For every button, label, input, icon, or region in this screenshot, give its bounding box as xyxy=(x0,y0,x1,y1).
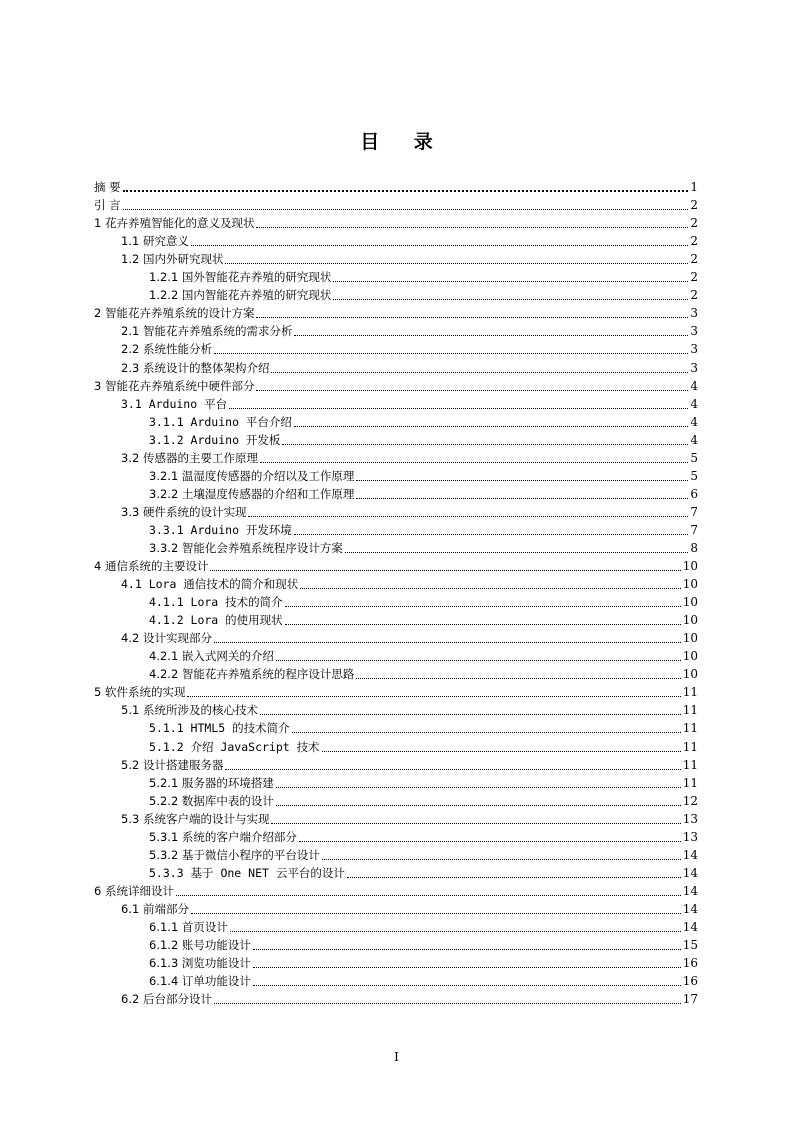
toc-page-number: 3 xyxy=(690,360,698,375)
toc-entry[interactable] xyxy=(94,521,698,539)
toc-entry[interactable] xyxy=(94,196,698,214)
toc-dot-leader xyxy=(322,858,681,860)
toc-entry[interactable] xyxy=(94,737,698,755)
toc-page-number: 5 xyxy=(690,468,698,483)
toc-page-number: 3 xyxy=(690,342,698,357)
toc-entry-text: 6.1 前端部分 xyxy=(121,901,189,916)
toc-entry-text: 5.1.2 介绍 JavaScript 技术 xyxy=(149,739,320,754)
toc-entry[interactable] xyxy=(94,286,698,304)
toc-entry[interactable] xyxy=(94,683,698,701)
toc-dot-leader xyxy=(214,352,688,354)
toc-page-number: 8 xyxy=(690,540,698,555)
toc-page-number: 7 xyxy=(690,504,698,519)
toc-dot-leader xyxy=(256,316,688,318)
toc-page-number: 14 xyxy=(682,847,698,862)
toc-dot-leader xyxy=(176,894,681,896)
toc-page-number: 16 xyxy=(682,974,698,989)
toc-entry-text: 6.1.4 订单功能设计 xyxy=(149,974,251,989)
toc-entry-text: 3.2 传感器的主要工作原理 xyxy=(121,450,258,465)
toc-dot-leader xyxy=(123,189,688,192)
toc-page-number: 4 xyxy=(690,414,698,429)
toc-page-number: 3 xyxy=(690,324,698,339)
toc-entry-text: 5.3 系统客户端的设计与实现 xyxy=(121,811,270,826)
toc-entry-text: 1.1 研究意义 xyxy=(121,234,189,249)
toc-entry-text: 2.2 系统性能分析 xyxy=(121,342,212,357)
toc-dot-leader xyxy=(256,389,688,391)
toc-page-number: 11 xyxy=(682,775,698,790)
toc-page-number: 12 xyxy=(682,793,698,808)
toc-entry-text: 5.1 系统所涉及的核心技术 xyxy=(121,703,258,718)
toc-page-number: 14 xyxy=(682,919,698,934)
toc-dot-leader xyxy=(282,443,688,445)
toc-dot-leader xyxy=(299,840,681,842)
toc-entry-text: 4 通信系统的主要设计 xyxy=(94,559,209,574)
toc-entry[interactable] xyxy=(94,304,698,322)
toc-dot-leader xyxy=(285,623,681,625)
toc-dot-leader xyxy=(214,1002,681,1004)
toc-entry-text: 2.3 系统设计的整体架构介绍 xyxy=(121,360,270,375)
toc-entry[interactable] xyxy=(94,792,698,810)
toc-entry-text: 4.1.2 Lora 的使用现状 xyxy=(149,613,283,628)
toc-entry[interactable] xyxy=(94,972,698,990)
toc-title: 目 录 xyxy=(360,131,447,153)
toc-entry-text: 1.2.1 国外智能花卉养殖的研究现状 xyxy=(149,270,332,285)
toc-page-number: 6 xyxy=(690,486,698,501)
toc-dot-leader xyxy=(300,587,680,589)
toc-entry-text: 4.2.2 智能花卉养殖系统的程序设计思路 xyxy=(149,667,355,682)
toc-page-number: 4 xyxy=(690,378,698,393)
toc-dot-leader xyxy=(253,966,681,968)
toc-entry[interactable] xyxy=(94,647,698,665)
toc-dot-leader xyxy=(356,677,680,679)
toc-entry-text: 3.1.1 Arduino 平台介绍 xyxy=(149,414,292,429)
toc-page-number: 10 xyxy=(682,559,698,574)
toc-entry-text: 6.1.2 账号功能设计 xyxy=(149,938,251,953)
toc-page-number: 14 xyxy=(682,865,698,880)
toc-dot-leader xyxy=(225,768,680,770)
toc-dot-leader xyxy=(271,371,688,373)
toc-entry[interactable] xyxy=(94,178,698,196)
toc-entry-text: 3.1 Arduino 平台 xyxy=(121,396,228,411)
toc-dot-leader xyxy=(276,786,681,788)
toc-dot-leader xyxy=(191,244,688,246)
toc-entry-text: 摘 要 xyxy=(94,180,121,195)
toc-entry[interactable] xyxy=(94,900,698,918)
toc-entry[interactable] xyxy=(94,864,698,882)
toc-entry-text: 4.2 设计实现部分 xyxy=(121,631,212,646)
toc-page-number: 10 xyxy=(682,613,698,628)
toc-dot-leader xyxy=(253,984,681,986)
toc-dot-leader xyxy=(322,750,681,752)
toc-entry-text: 6.1.3 浏览功能设计 xyxy=(149,956,251,971)
toc-entry-text: 5.1.1 HTML5 的技术简介 xyxy=(149,721,290,736)
toc-dot-leader xyxy=(271,822,680,824)
toc-entry[interactable] xyxy=(94,756,698,774)
toc-entry-text: 3 智能花卉养殖系统中硬件部分 xyxy=(94,378,255,393)
toc-dot-leader xyxy=(294,425,688,427)
toc-entry[interactable] xyxy=(94,918,698,936)
toc-dot-leader xyxy=(248,515,688,517)
toc-dot-leader xyxy=(229,407,688,409)
toc-page-number: 2 xyxy=(690,234,698,249)
toc-dot-leader xyxy=(256,226,688,228)
toc-dot-leader xyxy=(356,479,688,481)
toc-page-number: 1 xyxy=(690,180,698,195)
toc-entry-text: 1.2 国内外研究现状 xyxy=(121,252,224,267)
toc-entry-text: 5.2 设计搭建服务器 xyxy=(121,757,224,772)
table-of-contents xyxy=(94,178,698,1008)
toc-page-number: 4 xyxy=(690,396,698,411)
toc-page-number: 14 xyxy=(682,901,698,916)
toc-page-number: 2 xyxy=(690,288,698,303)
toc-entry-text: 3.2.1 温湿度传感器的介绍以及工作原理 xyxy=(149,468,355,483)
toc-entry[interactable] xyxy=(94,413,698,431)
toc-page-number: 10 xyxy=(682,667,698,682)
toc-dot-leader xyxy=(294,533,688,535)
toc-dot-leader xyxy=(230,930,681,932)
toc-dot-leader xyxy=(191,912,681,914)
toc-entry-text: 3.1.2 Arduino 开发板 xyxy=(149,432,281,447)
toc-dot-leader xyxy=(123,208,688,210)
toc-page-number: 10 xyxy=(682,649,698,664)
toc-dot-leader xyxy=(333,280,688,282)
toc-dot-leader xyxy=(214,641,681,643)
toc-entry[interactable] xyxy=(94,377,698,395)
toc-entry-text: 1 花卉养殖智能化的意义及现状 xyxy=(94,216,255,231)
toc-entry[interactable] xyxy=(94,629,698,647)
toc-entry-text: 3.3 硬件系统的设计实现 xyxy=(121,504,247,519)
toc-entry[interactable] xyxy=(94,882,698,900)
toc-entry-text: 5 软件系统的实现 xyxy=(94,685,186,700)
toc-entry-text: 5.2.2 数据库中表的设计 xyxy=(149,793,274,808)
toc-page-number: 7 xyxy=(690,522,698,537)
toc-page-number: 11 xyxy=(682,757,698,772)
toc-dot-leader xyxy=(276,659,681,661)
toc-entry-text: 6.2 后台部分设计 xyxy=(121,992,212,1007)
toc-entry[interactable] xyxy=(94,539,698,557)
toc-page-number: 10 xyxy=(682,595,698,610)
toc-page-number: 16 xyxy=(682,956,698,971)
toc-entry-text: 引 言 xyxy=(94,198,121,213)
toc-page-number: 11 xyxy=(682,703,698,718)
toc-page-number: 14 xyxy=(682,883,698,898)
toc-entry-text: 2 智能花卉养殖系统的设计方案 xyxy=(94,306,255,321)
toc-entry[interactable] xyxy=(94,485,698,503)
toc-entry-text: 4.1 Lora 通信技术的简介和现状 xyxy=(121,577,299,592)
toc-entry[interactable] xyxy=(94,846,698,864)
toc-page-number: 11 xyxy=(682,685,698,700)
toc-dot-leader xyxy=(276,804,681,806)
toc-entry[interactable] xyxy=(94,665,698,683)
page-number: I xyxy=(394,1050,399,1064)
toc-entry[interactable] xyxy=(94,701,698,719)
toc-entry-text: 6 系统详细设计 xyxy=(94,883,174,898)
toc-page-number: 15 xyxy=(682,938,698,953)
toc-entry[interactable] xyxy=(94,557,698,575)
toc-entry-text: 3.2.2 土壤湿度传感器的介绍和工作原理 xyxy=(149,486,355,501)
toc-page-number: 11 xyxy=(682,721,698,736)
toc-page-number: 2 xyxy=(690,198,698,213)
toc-entry[interactable] xyxy=(94,358,698,376)
toc-dot-leader xyxy=(253,948,681,950)
toc-entry[interactable] xyxy=(94,268,698,286)
toc-page-number: 10 xyxy=(682,577,698,592)
toc-entry[interactable] xyxy=(94,954,698,972)
toc-entry[interactable] xyxy=(94,340,698,358)
toc-entry[interactable] xyxy=(94,449,698,467)
toc-entry[interactable] xyxy=(94,431,698,449)
toc-entry[interactable] xyxy=(94,719,698,737)
toc-entry-text: 6.1.1 首页设计 xyxy=(149,919,228,934)
toc-entry[interactable] xyxy=(94,395,698,413)
toc-dot-leader xyxy=(260,713,681,715)
toc-page-number: 17 xyxy=(682,992,698,1007)
toc-entry[interactable] xyxy=(94,810,698,828)
toc-entry-text: 5.3.1 系统的客户端介绍部分 xyxy=(149,829,297,844)
toc-entry[interactable] xyxy=(94,828,698,846)
toc-entry-text: 3.3.2 智能化会养殖系统程序设计方案 xyxy=(149,540,343,555)
toc-dot-leader xyxy=(292,731,681,733)
toc-entry[interactable] xyxy=(94,575,698,593)
toc-entry[interactable] xyxy=(94,774,698,792)
toc-page-number: 13 xyxy=(682,829,698,844)
toc-dot-leader xyxy=(356,497,688,499)
toc-entry[interactable] xyxy=(94,232,698,250)
toc-entry[interactable] xyxy=(94,322,698,340)
toc-dot-leader xyxy=(347,876,681,878)
toc-page-number: 2 xyxy=(690,216,698,231)
toc-entry[interactable] xyxy=(94,936,698,954)
toc-entry-text: 5.2.1 服务器的环境搭建 xyxy=(149,775,274,790)
toc-entry-text: 4.1.1 Lora 技术的简介 xyxy=(149,595,283,610)
toc-entry[interactable] xyxy=(94,503,698,521)
toc-entry-text: 5.3.2 基于微信小程序的平台设计 xyxy=(149,847,320,862)
toc-entry[interactable] xyxy=(94,593,698,611)
toc-page-number: 3 xyxy=(690,306,698,321)
toc-dot-leader xyxy=(187,695,680,697)
toc-entry-text: 5.3.3 基于 One NET 云平台的设计 xyxy=(149,865,345,880)
toc-page-number: 2 xyxy=(690,270,698,285)
toc-page-number: 2 xyxy=(690,252,698,267)
toc-page-number: 11 xyxy=(682,739,698,754)
toc-dot-leader xyxy=(333,298,688,300)
toc-entry-text: 3.3.1 Arduino 开发环境 xyxy=(149,522,292,537)
toc-dot-leader xyxy=(260,461,688,463)
toc-entry[interactable] xyxy=(94,611,698,629)
toc-dot-leader xyxy=(345,551,688,553)
toc-page-number: 13 xyxy=(682,811,698,826)
toc-page-number: 10 xyxy=(682,631,698,646)
toc-entry-text: 4.2.1 嵌入式网关的介绍 xyxy=(149,649,274,664)
toc-dot-leader xyxy=(210,569,680,571)
toc-entry[interactable] xyxy=(94,990,698,1008)
toc-dot-leader xyxy=(294,334,688,336)
toc-entry[interactable] xyxy=(94,214,698,232)
toc-entry[interactable] xyxy=(94,467,698,485)
toc-page-number: 5 xyxy=(690,450,698,465)
toc-dot-leader xyxy=(285,605,681,607)
toc-entry[interactable] xyxy=(94,250,698,268)
toc-dot-leader xyxy=(225,262,688,264)
toc-entry-text: 2.1 智能花卉养殖系统的需求分析 xyxy=(121,324,293,339)
toc-page-number: 4 xyxy=(690,432,698,447)
toc-entry-text: 1.2.2 国内智能花卉养殖的研究现状 xyxy=(149,288,332,303)
